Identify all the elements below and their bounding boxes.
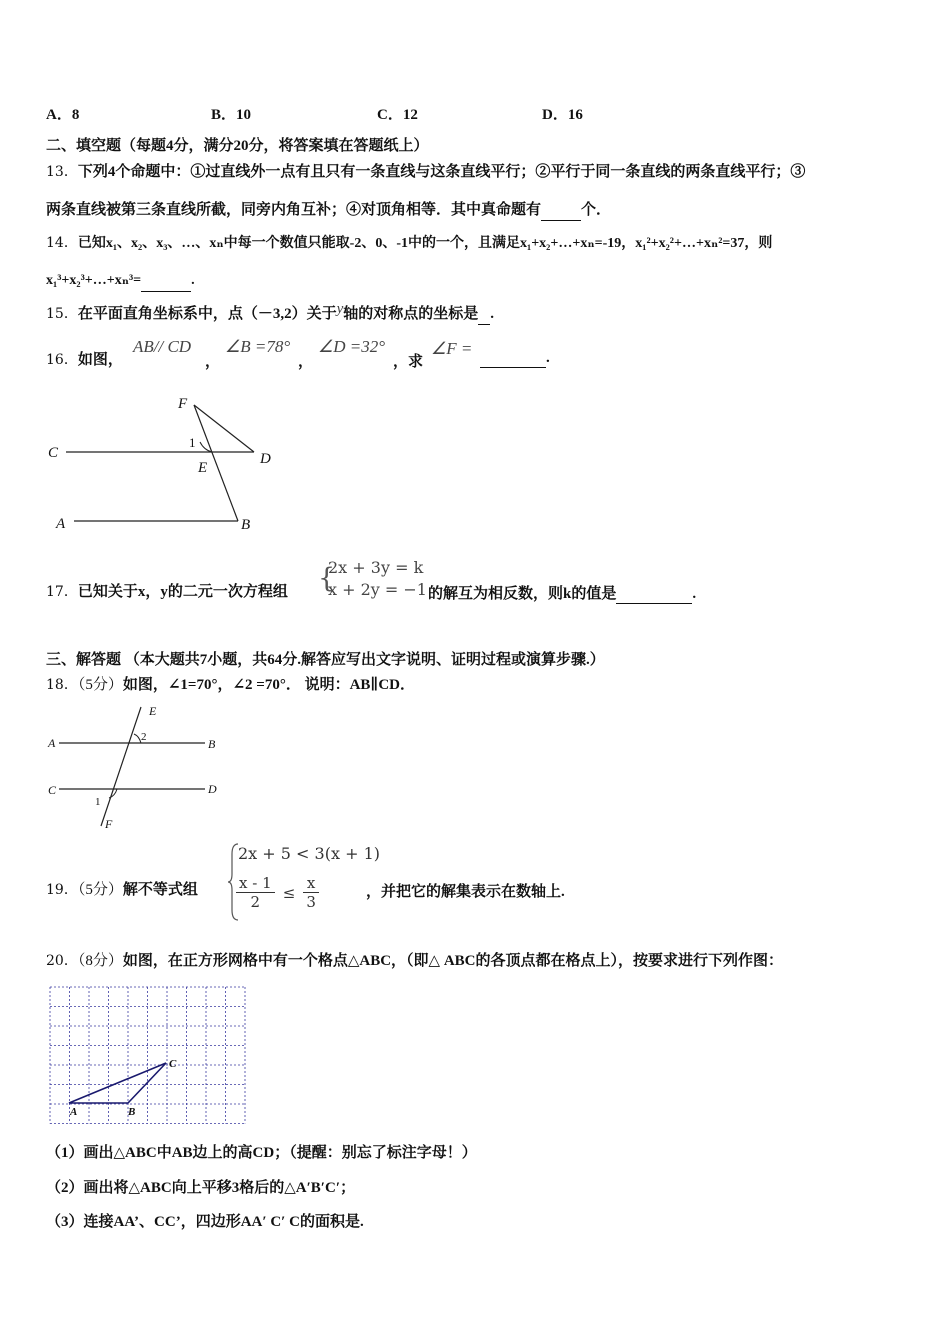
label-b: B <box>208 737 216 751</box>
q19-inequality2 <box>236 874 319 911</box>
q16-end: . <box>546 350 550 366</box>
q17-brace: { <box>318 563 336 594</box>
figure-q16 <box>40 390 290 535</box>
q20-sub3: （3）连接AA’、CC’，四边形AA′ C′ C的面积是. <box>46 1214 364 1230</box>
q14-answer-blank <box>141 271 191 292</box>
label-b: B <box>128 1106 136 1118</box>
label-c: C <box>48 445 59 461</box>
q14-end: . <box>191 273 195 288</box>
label-a: A <box>56 516 66 532</box>
q16-math-angle-d: ∠D =32° <box>318 337 386 356</box>
triangle-abc <box>69 1063 166 1103</box>
q20-score: （8分） <box>77 953 123 969</box>
q13-line2 <box>46 200 611 221</box>
q17-eq2: x + 2y = −1 <box>328 580 427 599</box>
label-c: C <box>169 1058 177 1070</box>
q19-inequality1: 2x + 5 < 3(x + 1) <box>238 844 380 863</box>
q19-frac1-den: 2 <box>250 893 261 911</box>
option-b: B．10 <box>211 107 252 123</box>
q20-number: 20． <box>46 953 78 969</box>
q16-answer-blank <box>480 350 546 368</box>
q17-eq1: 2x + 3y = k <box>328 558 424 577</box>
q19-number: 19． <box>46 882 78 898</box>
q14-line1 <box>46 233 772 254</box>
label-1: 1 <box>189 435 196 450</box>
q17-line <box>46 582 288 602</box>
q16-sep2: ， <box>298 354 314 370</box>
q17-text-b: 的解互为相反数，则k的值是 <box>428 586 617 602</box>
q19-tail: ，并把它的解集表示在数轴上. <box>366 884 565 900</box>
q16-number: 16． <box>46 352 78 368</box>
q20-line <box>46 951 783 971</box>
q17-tail <box>428 582 696 604</box>
q19-frac2-den: 3 <box>306 893 316 911</box>
q17-text-a: 已知关于x，y的二元一次方程组 <box>77 584 288 600</box>
q18-line <box>46 675 415 695</box>
q15-line <box>46 301 495 325</box>
q14-text-line2: x₁³+x₂³+…+xₙ³= <box>46 273 142 288</box>
q17-end: . <box>692 586 697 602</box>
label-e: E <box>149 704 157 718</box>
q19-fraction-right <box>303 874 319 911</box>
section2-title: 二、填空题（每题4分，满分20分，将答案填在答题纸上） <box>46 138 429 154</box>
q19-score: （5分） <box>77 882 123 898</box>
q16-ask: ，求 <box>393 354 424 370</box>
q17-answer-blank <box>616 586 692 604</box>
q14-line2 <box>46 271 195 292</box>
q19-frac1-num: x - 1 <box>236 874 275 893</box>
q16-lead: 如图， <box>77 352 123 368</box>
q19-relation: ≤ <box>282 883 296 902</box>
q13-text-line1: 下列4个命题中：①过直线外一点有且只有一条直线与这条直线平行；②平行于同一条直线的两条直线平行；③ <box>77 164 806 180</box>
q13-number: 13． <box>46 164 78 180</box>
option-c: C．12 <box>377 107 418 123</box>
q14-text-line1: 已知x₁、x₂、x₃、…、xₙ中每一个数值只能取-2、0、-1中的一个，且满足x₁+x₂+…+xₙ=-19，x₁²+x₂²+…+xₙ²=37，则 <box>77 236 773 251</box>
q20-text: 如图，在正方形网格中有一个格点△ABC，（即△ ABC的各顶点都在格点上），按要求进行下列作图： <box>122 953 784 969</box>
q15-text-a: 在平面直角坐标系中，点（－3,2）关于 <box>77 306 337 322</box>
figure-q18 <box>45 700 225 835</box>
label-b: B <box>241 517 251 533</box>
line-ef <box>101 707 141 826</box>
q20-sub2: （2）画出将△ABC向上平移3格后的△A′B′C′； <box>46 1180 356 1196</box>
figure-q20-grid <box>48 985 246 1125</box>
q17-number: 17． <box>46 584 78 600</box>
q20-sub1: （1）画出△ABC中AB边上的高CD；（提醒：别忘了标注字母！） <box>46 1145 477 1161</box>
q13-text-line2: 两条直线被第三条直线所截，同旁内角互补；④对顶角相等．其中真命题有 <box>46 202 542 218</box>
option-d: D．16 <box>542 107 583 123</box>
label-2: 2 <box>141 731 147 743</box>
angle2-arc <box>134 734 141 743</box>
q18-text: 如图，∠1=70°，∠2 =70°． 说明：AB∥CD． <box>122 677 416 693</box>
q15-text-b: 轴的对称点的坐标是 <box>343 306 479 322</box>
q19-fraction-left <box>236 874 275 911</box>
q13-end: 个． <box>581 202 612 218</box>
q15-answer-blank <box>478 304 490 325</box>
option-a: A．8 <box>46 107 80 123</box>
label-c: C <box>48 783 57 797</box>
q19-lead: 解不等式组 <box>122 882 198 898</box>
section3-title: 三、解答题 （本大题共7小题，共64分.解答应写出文字说明、证明过程或演算步骤.） <box>46 652 605 668</box>
q15-var: y <box>336 301 344 317</box>
q15-end: . <box>490 306 495 322</box>
q14-number: 14． <box>46 235 78 251</box>
q18-number: 18． <box>46 677 78 693</box>
q16-answer-line <box>480 350 550 368</box>
q16-math-angle-f: ∠F = <box>431 339 473 358</box>
q16-math-parallel: AB// CD <box>133 337 192 356</box>
q16-line <box>46 350 123 370</box>
label-e: E <box>198 460 208 476</box>
q16-sep1: ， <box>205 354 221 370</box>
q18-score: （5分） <box>77 677 123 693</box>
q13-answer-blank <box>541 200 581 221</box>
label-f: F <box>178 396 188 412</box>
label-a: A <box>48 736 56 750</box>
label-f: F <box>105 817 113 831</box>
q13-line1 <box>46 162 805 182</box>
label-d: D <box>260 451 271 467</box>
q19-line <box>46 880 198 900</box>
q19-frac2-num: x <box>303 874 319 893</box>
label-d: D <box>208 782 217 796</box>
q15-number: 15． <box>46 306 78 322</box>
label-1: 1 <box>95 796 101 808</box>
q16-math-angle-b: ∠B =78° <box>225 337 291 356</box>
label-a: A <box>70 1106 78 1118</box>
